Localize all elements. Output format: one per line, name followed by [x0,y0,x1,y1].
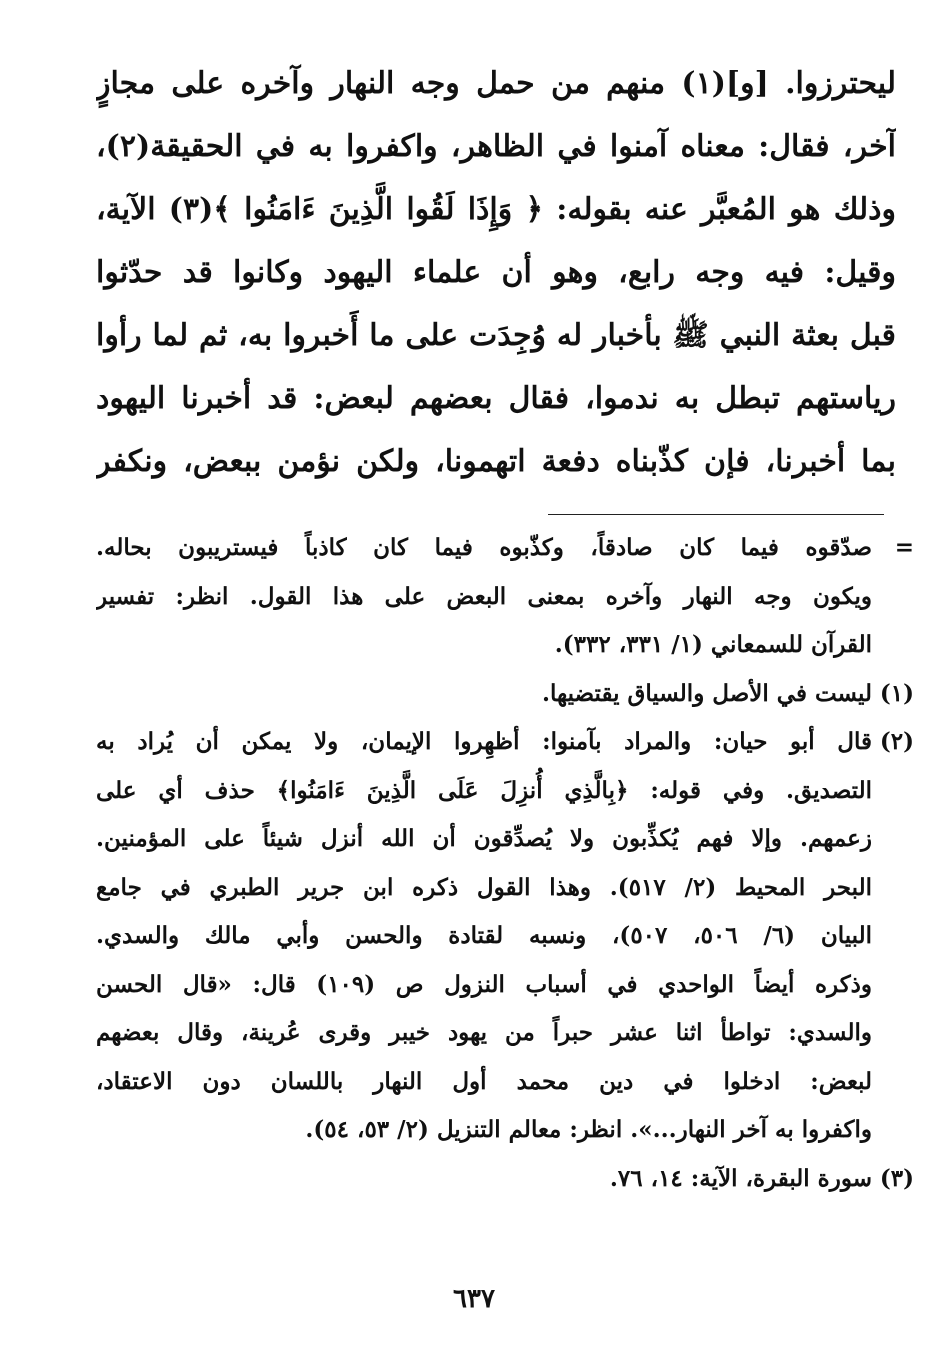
footnote-2-line: التصديق. وفي قوله: ﴿بِالَّذِي أُنزِلَ عَلَى الَّذِينَ ءَامَنُوا﴾ حذف أي على [96,776,872,804]
main-text-line: رياستهم تبطل به ندموا، فقال بعضهم لبعض: قد أخبرنا اليهود [96,381,896,416]
continuation-mark: = [894,534,914,561]
main-text-block [96,52,896,493]
footnote-2-line: وذكره أيضاً الواحدي في أسباب النزول ص (١٠٩) قال: «قال الحسن [96,970,873,998]
footnote-text: سورة البقرة، الآية: ١٤، ٧٦. [609,1164,872,1192]
footnote-continuation-line: ويكون وجه النهار وآخره بمعنى البعض على هذا القول. انظر: تفسير [96,582,872,610]
footnote-number: (١) [879,679,914,707]
footnote-3 [96,1155,914,1204]
footnote-text: قال أبو حيان: والمراد بآمنوا: أظهِروا الإيمان، ولا يمكن أن يُراد به [96,728,872,755]
main-text-line: وقيل: فيه وجه رابع، وهو أن علماء اليهود وكانوا قد حدّثوا [96,255,896,290]
footnote-number: (٣) [879,1164,914,1192]
main-text-line: ليحترزوا. [و](١) منهم من حمل وجه النهار وآخره على مجازٍ [96,66,896,101]
footnote-2-line: لبعض: ادخلوا في دين محمد أول النهار باللسان دون الاعتقاد، [96,1067,872,1095]
footnote-continuation-line: القرآن للسمعاني (١/ ٣٣١، ٣٣٢). [554,631,872,658]
main-text-line: بما أخبرنا، فإن كذّبناه دفعة اتهمونا، ولكن نؤمن ببعض، ونكفر [96,444,896,479]
footnote-continuation-line [96,524,914,573]
footnote-number: (٢) [879,728,914,755]
footnote-2-line: زعمهم. وإلا فهم يُكذِّبون ولا يُصدِّقون أن الله أنزل شيئاً على المؤمنين. [96,825,872,852]
main-text-line: آخر، فقال: معناه آمنوا في الظاهر، واكفروا به في الحقيقة(٢)، [96,129,896,164]
footnote-1 [96,670,914,719]
footnote-2-line: البيان (٦/ ٥٠٦، ٥٠٧)، ونسبه لقتادة والحسن وأبي مالك والسدي. [96,922,872,949]
footnote-text: ليست في الأصل والسياق يقتضيها. [542,679,872,707]
main-text-line: قبل بعثة النبي ﷺ بأخبار له وُجِدَت على ما أَخبروا به، ثم لما رأوا [96,318,896,353]
footnote-2-line: واكفروا به آخر النهار...». انظر: معالم التنزيل (٢/ ٥٣، ٥٤). [305,1116,872,1143]
page-number: ٦٣٧ [453,1284,495,1314]
footnote-2-line: والسدي: تواطأ اثنا عشر حبراً من يهود خيبر وقرى عُرينة، وقال بعضهم [96,1019,872,1046]
footnote-separator [548,514,884,515]
footnote-2 [96,718,914,767]
footnote-text: صدّقوه فيما كان صادقاً، وكذّبوه فيما كان كاذباً فيستريبون بحاله. [96,534,872,561]
footnotes-block [96,524,914,1203]
main-text-line: وذلك هو المُعبَّر عنه بقوله: ﴿ وَإِذَا لَقُوا الَّذِينَ ءَامَنُوا ﴾(٣) الآية، [96,192,896,227]
footnote-2-line: البحر المحيط (٢/ ٥١٧). وهذا القول ذكره ابن جرير الطبري في جامع [96,873,872,901]
